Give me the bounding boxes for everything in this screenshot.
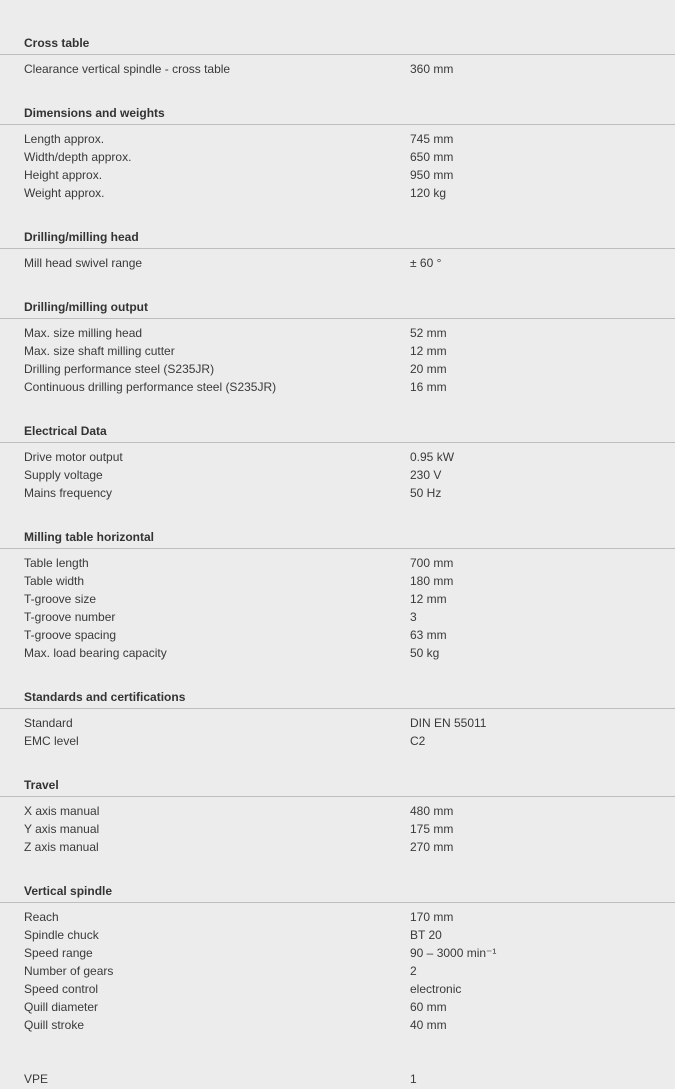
spec-label: Continuous drilling performance steel (S235JR) [24,380,277,394]
section-gap [0,79,675,105]
spec-row [0,325,675,343]
spec-label: Table length [24,556,89,570]
spec-label: Weight approx. [24,186,105,200]
spec-value: 50 kg [410,646,440,660]
spec-row [0,733,675,751]
spec-row [0,999,675,1017]
section-title: Dimensions and weights [0,105,675,125]
section-gap [0,751,675,777]
spec-label: T-groove spacing [24,628,117,642]
section-title: Milling table horizontal [0,529,675,549]
spec-value: 3 [410,610,417,624]
spec-row [0,449,675,467]
spec-row [0,609,675,627]
spec-label: Spindle chuck [24,928,99,942]
spec-label: Max. size milling head [24,326,143,340]
spec-section [0,299,675,423]
spec-row [0,963,675,981]
spec-value: 20 mm [410,362,447,376]
spec-section [0,229,675,299]
spec-label: T-groove number [24,610,116,624]
spec-value: DIN EN 55011 [410,716,487,730]
spec-label: Width/depth approx. [24,150,132,164]
spec-row [0,981,675,999]
spec-label: Quill stroke [24,1018,85,1032]
spec-value: 700 mm [410,556,454,570]
section-title: Electrical Data [0,423,675,443]
section-gap [0,203,675,229]
spec-label: Mains frequency [24,486,113,500]
section-title: Drilling/milling output [0,299,675,319]
spec-row [0,1017,675,1035]
spec-value: 16 mm [410,380,447,394]
spec-row [0,485,675,503]
spec-section [0,423,675,529]
spec-sections [0,35,675,1061]
spec-row [0,131,675,149]
vpe-row [0,1071,675,1089]
spec-label: T-groove size [24,592,97,606]
spec-value: 2 [410,964,417,978]
spec-value: 650 mm [410,150,454,164]
spec-value: 90 – 3000 min⁻¹ [410,946,497,960]
section-title: Vertical spindle [0,883,675,903]
spec-value: 60 mm [410,1000,447,1014]
spec-value: 270 mm [410,840,454,854]
spec-value: 52 mm [410,326,447,340]
spec-value: 480 mm [410,804,454,818]
spec-row [0,627,675,645]
spec-label: Z axis manual [24,840,99,854]
spec-label: Drilling performance steel (S235JR) [24,362,215,376]
spec-row [0,185,675,203]
spec-label: Standard [24,716,73,730]
section-gap [0,273,675,299]
spec-label: Length approx. [24,132,105,146]
spec-section [0,883,675,1061]
spec-row [0,149,675,167]
spec-section [0,105,675,229]
spec-section [0,529,675,689]
spec-row [0,343,675,361]
spec-value: C2 [410,734,426,748]
spec-row [0,821,675,839]
spec-row [0,591,675,609]
spec-value: 12 mm [410,344,447,358]
spec-row [0,61,675,79]
spec-value: 0.95 kW [410,450,455,464]
section-title: Drilling/milling head [0,229,675,249]
spec-row [0,803,675,821]
spec-row [0,909,675,927]
spec-label: Speed control [24,982,99,996]
spec-label: X axis manual [24,804,100,818]
spec-section [0,777,675,883]
spec-value: BT 20 [410,928,442,942]
spec-label: Reach [24,910,59,924]
spec-label: Table width [24,574,85,588]
spec-row [0,555,675,573]
spec-row [0,167,675,185]
section-title: Travel [0,777,675,797]
vpe-label: VPE [24,1072,49,1086]
spec-row [0,839,675,857]
spec-section [0,35,675,105]
spec-value: 950 mm [410,168,454,182]
spec-row [0,361,675,379]
spec-label: Number of gears [24,964,114,978]
spec-value: 120 kg [410,186,447,200]
spec-label: Max. size shaft milling cutter [24,344,175,358]
spec-label: Drive motor output [24,450,123,464]
spec-value: electronic [410,982,462,996]
spec-row [0,715,675,733]
spec-row [0,379,675,397]
spec-label: Speed range [24,946,93,960]
spec-value: 63 mm [410,628,447,642]
spec-value: ± 60 ° [410,256,442,270]
section-gap [0,397,675,423]
spec-row [0,255,675,273]
spec-row [0,945,675,963]
spec-value: 360 mm [410,62,454,76]
spec-row [0,467,675,485]
spec-value: 180 mm [410,574,454,588]
spec-value: 745 mm [410,132,454,146]
spec-value: 50 Hz [410,486,442,500]
spec-value: 12 mm [410,592,447,606]
spec-value: 170 mm [410,910,454,924]
spec-label: Mill head swivel range [24,256,143,270]
section-title: Standards and certifications [0,689,675,709]
spec-row [0,645,675,663]
section-gap [0,663,675,689]
spec-label: Max. load bearing capacity [24,646,167,660]
spec-label: Height approx. [24,168,103,182]
section-gap [0,857,675,883]
spec-row [0,573,675,591]
section-title: Cross table [0,35,675,55]
section-gap [0,1035,675,1061]
spec-section [0,689,675,777]
spec-row [0,927,675,945]
vpe-value: 1 [410,1072,417,1086]
spec-value: 230 V [410,468,442,482]
spec-label: Quill diameter [24,1000,99,1014]
spec-label: EMC level [24,734,79,748]
spec-label: Y axis manual [24,822,100,836]
spec-label: Supply voltage [24,468,103,482]
section-gap [0,503,675,529]
spec-label: Clearance vertical spindle - cross table [24,62,231,76]
spec-value: 40 mm [410,1018,447,1032]
spec-value: 175 mm [410,822,454,836]
